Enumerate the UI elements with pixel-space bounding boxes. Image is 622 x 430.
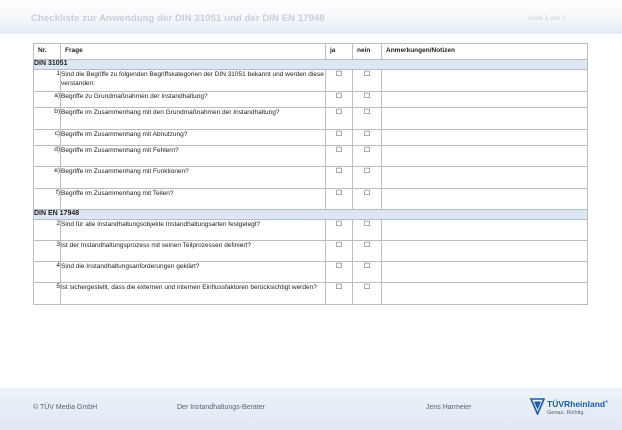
checkbox-ja[interactable]: ☐ xyxy=(326,189,353,210)
question-text: Sind für alle Instandhaltungsobjekte Instandhaltungsarten festgelegt? xyxy=(61,220,326,241)
notes-field[interactable] xyxy=(382,130,588,146)
notes-field[interactable] xyxy=(382,70,588,92)
checkbox-ja[interactable]: ☐ xyxy=(326,220,353,241)
tuv-rheinland-logo xyxy=(530,398,609,422)
table-row xyxy=(34,146,588,167)
logo-claim: Genau. Richtig. xyxy=(547,410,585,416)
notes-field[interactable] xyxy=(382,167,588,189)
row-number: b) xyxy=(34,108,61,130)
section-row xyxy=(34,210,588,220)
row-number: c) xyxy=(34,130,61,146)
row-number: 3 xyxy=(34,241,61,262)
footer-copyright: © TÜV Media GmbH xyxy=(33,404,98,411)
checkbox-ja[interactable]: ☐ xyxy=(326,283,353,305)
question-text: Sind die Begriffe zu folgenden Begriffskategorien der DIN 31051 bekannt und werden diese verstanden: xyxy=(61,70,326,92)
checkbox-ja[interactable]: ☐ xyxy=(326,130,353,146)
checkbox-nein[interactable]: ☐ xyxy=(353,146,382,167)
table-row xyxy=(34,130,588,146)
checkbox-nein[interactable]: ☐ xyxy=(353,92,382,108)
section-title: DIN 31051 xyxy=(34,60,588,70)
question-text: Ist der Instandhaltungsprozess mit seinen Teilprozessen definiert? xyxy=(61,241,326,262)
notes-field[interactable] xyxy=(382,220,588,241)
question-text: Begriffe im Zusammenhang mit den Grundmaßnahmen der Instandhaltung? xyxy=(61,108,326,130)
checkbox-ja[interactable]: ☐ xyxy=(326,167,353,189)
question-text: Ist sichergestellt, dass die externen und internen Einflussfaktoren berücksichtigt werden? xyxy=(61,283,326,305)
tuv-triangle-icon xyxy=(530,398,545,415)
notes-field[interactable] xyxy=(382,241,588,262)
row-number: d) xyxy=(34,146,61,167)
checkbox-nein[interactable]: ☐ xyxy=(353,167,382,189)
notes-field[interactable] xyxy=(382,108,588,130)
column-header-notes: Anmerkungen/Notizen xyxy=(382,44,588,60)
checkbox-ja[interactable]: ☐ xyxy=(326,262,353,283)
row-number: e) xyxy=(34,167,61,189)
checkbox-nein[interactable]: ☐ xyxy=(353,130,382,146)
table-row xyxy=(34,167,588,189)
footer-author: Jens Harmeier xyxy=(426,404,472,411)
table-row xyxy=(34,220,588,241)
checkbox-nein[interactable]: ☐ xyxy=(353,283,382,305)
notes-field[interactable] xyxy=(382,92,588,108)
checkbox-ja[interactable]: ☐ xyxy=(326,70,353,92)
table-row xyxy=(34,262,588,283)
question-text: Sind die Instandhaltungsanforderungen geklärt? xyxy=(61,262,326,283)
column-header-frage: Frage xyxy=(61,44,326,60)
question-text: Begriffe im Zusammenhang mit Abnutzung? xyxy=(61,130,326,146)
row-number: 5 xyxy=(34,283,61,305)
checkbox-ja[interactable]: ☐ xyxy=(326,241,353,262)
checklist-table xyxy=(33,43,588,305)
checkbox-nein[interactable]: ☐ xyxy=(353,220,382,241)
notes-field[interactable] xyxy=(382,283,588,305)
table-header-row xyxy=(34,44,588,60)
row-number: f) xyxy=(34,189,61,210)
row-number: a) xyxy=(34,92,61,108)
column-header-ja: ja xyxy=(326,44,353,60)
table-row xyxy=(34,283,588,305)
logo-name: TÜVRheinland® xyxy=(547,399,609,409)
column-header-nein: nein xyxy=(353,44,382,60)
question-text: Begriffe im Zusammenhang mit Funktionen? xyxy=(61,167,326,189)
checkbox-nein[interactable]: ☐ xyxy=(353,189,382,210)
checkbox-nein[interactable]: ☐ xyxy=(353,108,382,130)
checkbox-nein[interactable]: ☐ xyxy=(353,70,382,92)
table-row xyxy=(34,70,588,92)
table-row xyxy=(34,189,588,210)
notes-field[interactable] xyxy=(382,262,588,283)
table-row xyxy=(34,108,588,130)
table-row xyxy=(34,241,588,262)
question-text: Begriffe im Zusammenhang mit Teilen? xyxy=(61,189,326,210)
footer-publication: Der Instandhaltungs-Berater xyxy=(177,404,265,411)
checkbox-ja[interactable]: ☐ xyxy=(326,146,353,167)
section-row xyxy=(34,60,588,70)
checkbox-nein[interactable]: ☐ xyxy=(353,262,382,283)
checkbox-nein[interactable]: ☐ xyxy=(353,241,382,262)
section-title: DIN EN 17948 xyxy=(34,210,588,220)
question-text: Begriffe im Zusammenhang mit Fehlern? xyxy=(61,146,326,167)
row-number: 2 xyxy=(34,220,61,241)
notes-field[interactable] xyxy=(382,146,588,167)
table-row xyxy=(34,92,588,108)
checkbox-ja[interactable]: ☐ xyxy=(326,92,353,108)
notes-field[interactable] xyxy=(382,189,588,210)
column-header-nr: Nr. xyxy=(34,44,61,60)
document-title: Checkliste zur Anwendung der DIN 31051 und der DIN EN 17948 xyxy=(31,13,325,24)
question-text: Begriffe zu Grundmaßnahmen der Instandhaltung? xyxy=(61,92,326,108)
row-number: 1 xyxy=(34,70,61,92)
row-number: 4 xyxy=(34,262,61,283)
checkbox-ja[interactable]: ☐ xyxy=(326,108,353,130)
page-number: Seite 1 von 2 xyxy=(528,15,566,22)
